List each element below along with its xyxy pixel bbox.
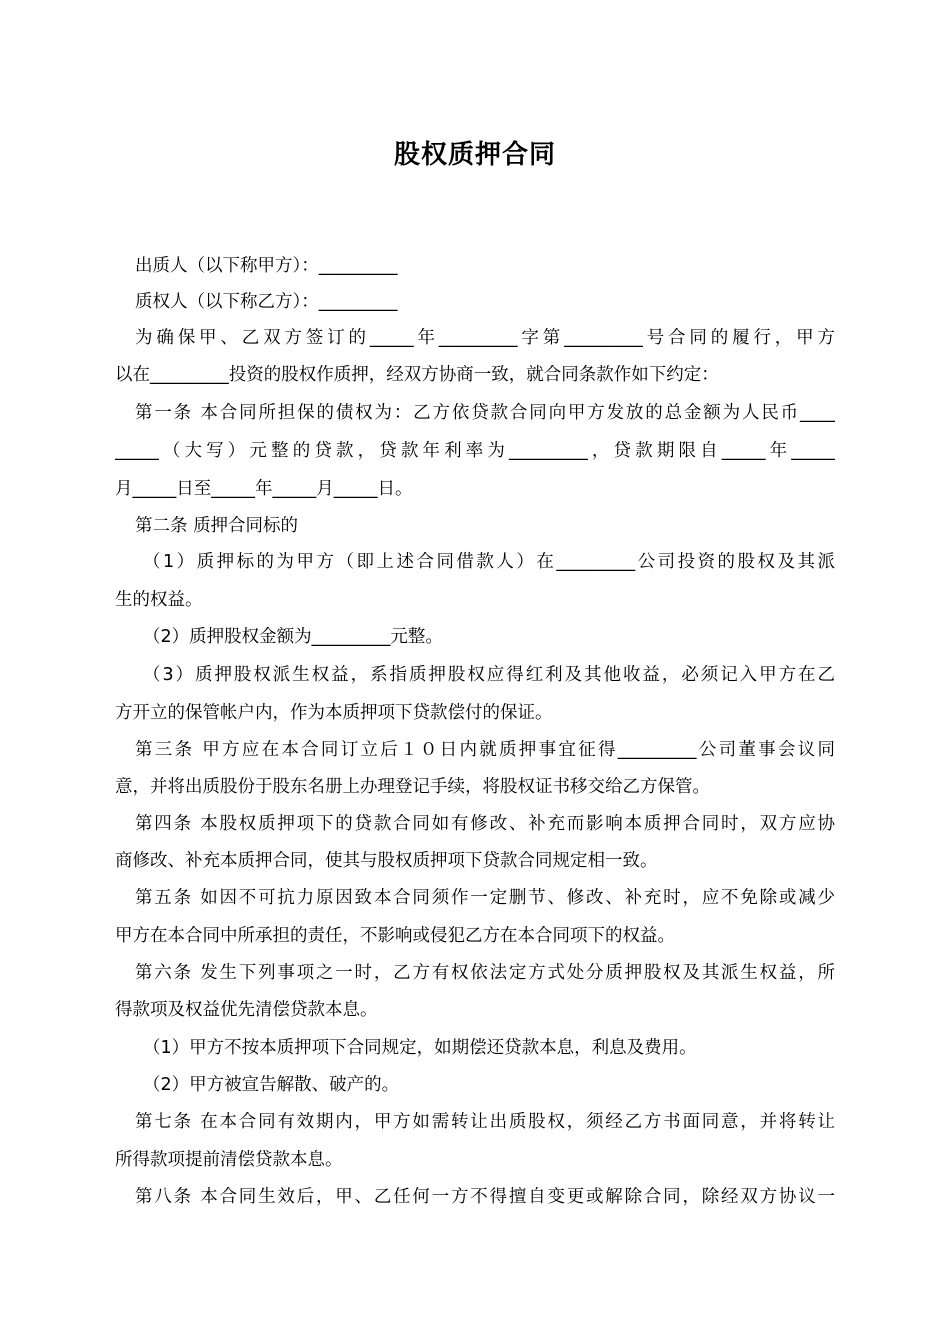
document-title: 股权质押合同 <box>393 140 556 170</box>
article-1-line-1: 第一条 本合同所担保的债权为：乙方依贷款合同向甲方发放的总金额为人民币____ <box>135 403 835 423</box>
article-1-line-3: 月_____日至_____年_____月_____日。 <box>115 479 413 499</box>
article-2-item-3-line-1: （3）质押股权派生权益，系指质押股权应得红利及其他收益，必须记入甲方在乙 <box>143 665 835 685</box>
article-4-line-2: 商修改、补充本质押合同，使其与股权质押项下贷款合同规定相一致。 <box>115 851 658 871</box>
article-6-item-2: （2）甲方被宣告解散、破产的。 <box>143 1075 400 1095</box>
article-3-line-2: 意，并将出质股份于股东名册上办理登记手续，将股权证书移交给乙方保管。 <box>115 777 710 797</box>
article-6-item-1: （1）甲方不按本质押项下合同规定，如期偿还贷款本息，利息及费用。 <box>143 1038 697 1058</box>
article-5-line-2: 甲方在本合同中所承担的责任，不影响或侵犯乙方在本合同项下的权益。 <box>115 926 675 946</box>
article-7-line-2: 所得款项提前清偿贷款本息。 <box>115 1150 343 1170</box>
preamble-line-1: 为确保甲、乙双方签订的_____年_________字第_________号合同的履行，甲方 <box>135 328 835 348</box>
pledgee-line: 质权人（以下称乙方）：_________ <box>135 292 398 312</box>
article-5-line-1: 第五条 如因不可抗力原因致本合同须作一定删节、修改、补充时，应不免除或减少 <box>135 888 835 908</box>
article-1-line-2: _____（大写）元整的贷款，贷款年利率为_________，贷款期限自_____年_____ <box>115 441 835 461</box>
article-2-item-1-line-2: 生的权益。 <box>115 590 203 610</box>
article-6-line-2: 得款项及权益优先清偿贷款本息。 <box>115 1000 378 1020</box>
article-2-item-1-line-1: （1）质押标的为甲方（即上述合同借款人）在_________公司投资的股权及其派 <box>143 552 835 572</box>
article-8-line-1: 第八条 本合同生效后，甲、乙任何一方不得擅自变更或解除合同，除经双方协议一 <box>135 1187 835 1207</box>
article-2-heading: 第二条 质押合同标的 <box>135 516 299 536</box>
article-7-line-1: 第七条 在本合同有效期内，甲方如需转让出质股权，须经乙方书面同意，并将转让 <box>135 1112 835 1132</box>
preamble-line-2: 以在_________投资的股权作质押，经双方协商一致，就合同条款作如下约定： <box>115 365 719 385</box>
article-4-line-1: 第四条 本股权质押项下的贷款合同如有修改、补充而影响本质押合同时，双方应协 <box>135 814 835 834</box>
pledgor-line: 出质人（以下称甲方）：_________ <box>135 256 398 276</box>
article-6-line-1: 第六条 发生下列事项之一时，乙方有权依法定方式处分质押股权及其派生权益，所 <box>135 963 835 983</box>
article-2-item-2: （2）质押股权金额为_________元整。 <box>143 627 443 647</box>
article-3-line-1: 第三条 甲方应在本合同订立后１０日内就质押事宜征得_________公司董事会议同 <box>135 740 835 760</box>
article-2-item-3-line-2: 方开立的保管帐户内，作为本质押项下贷款偿付的保证。 <box>115 703 553 723</box>
